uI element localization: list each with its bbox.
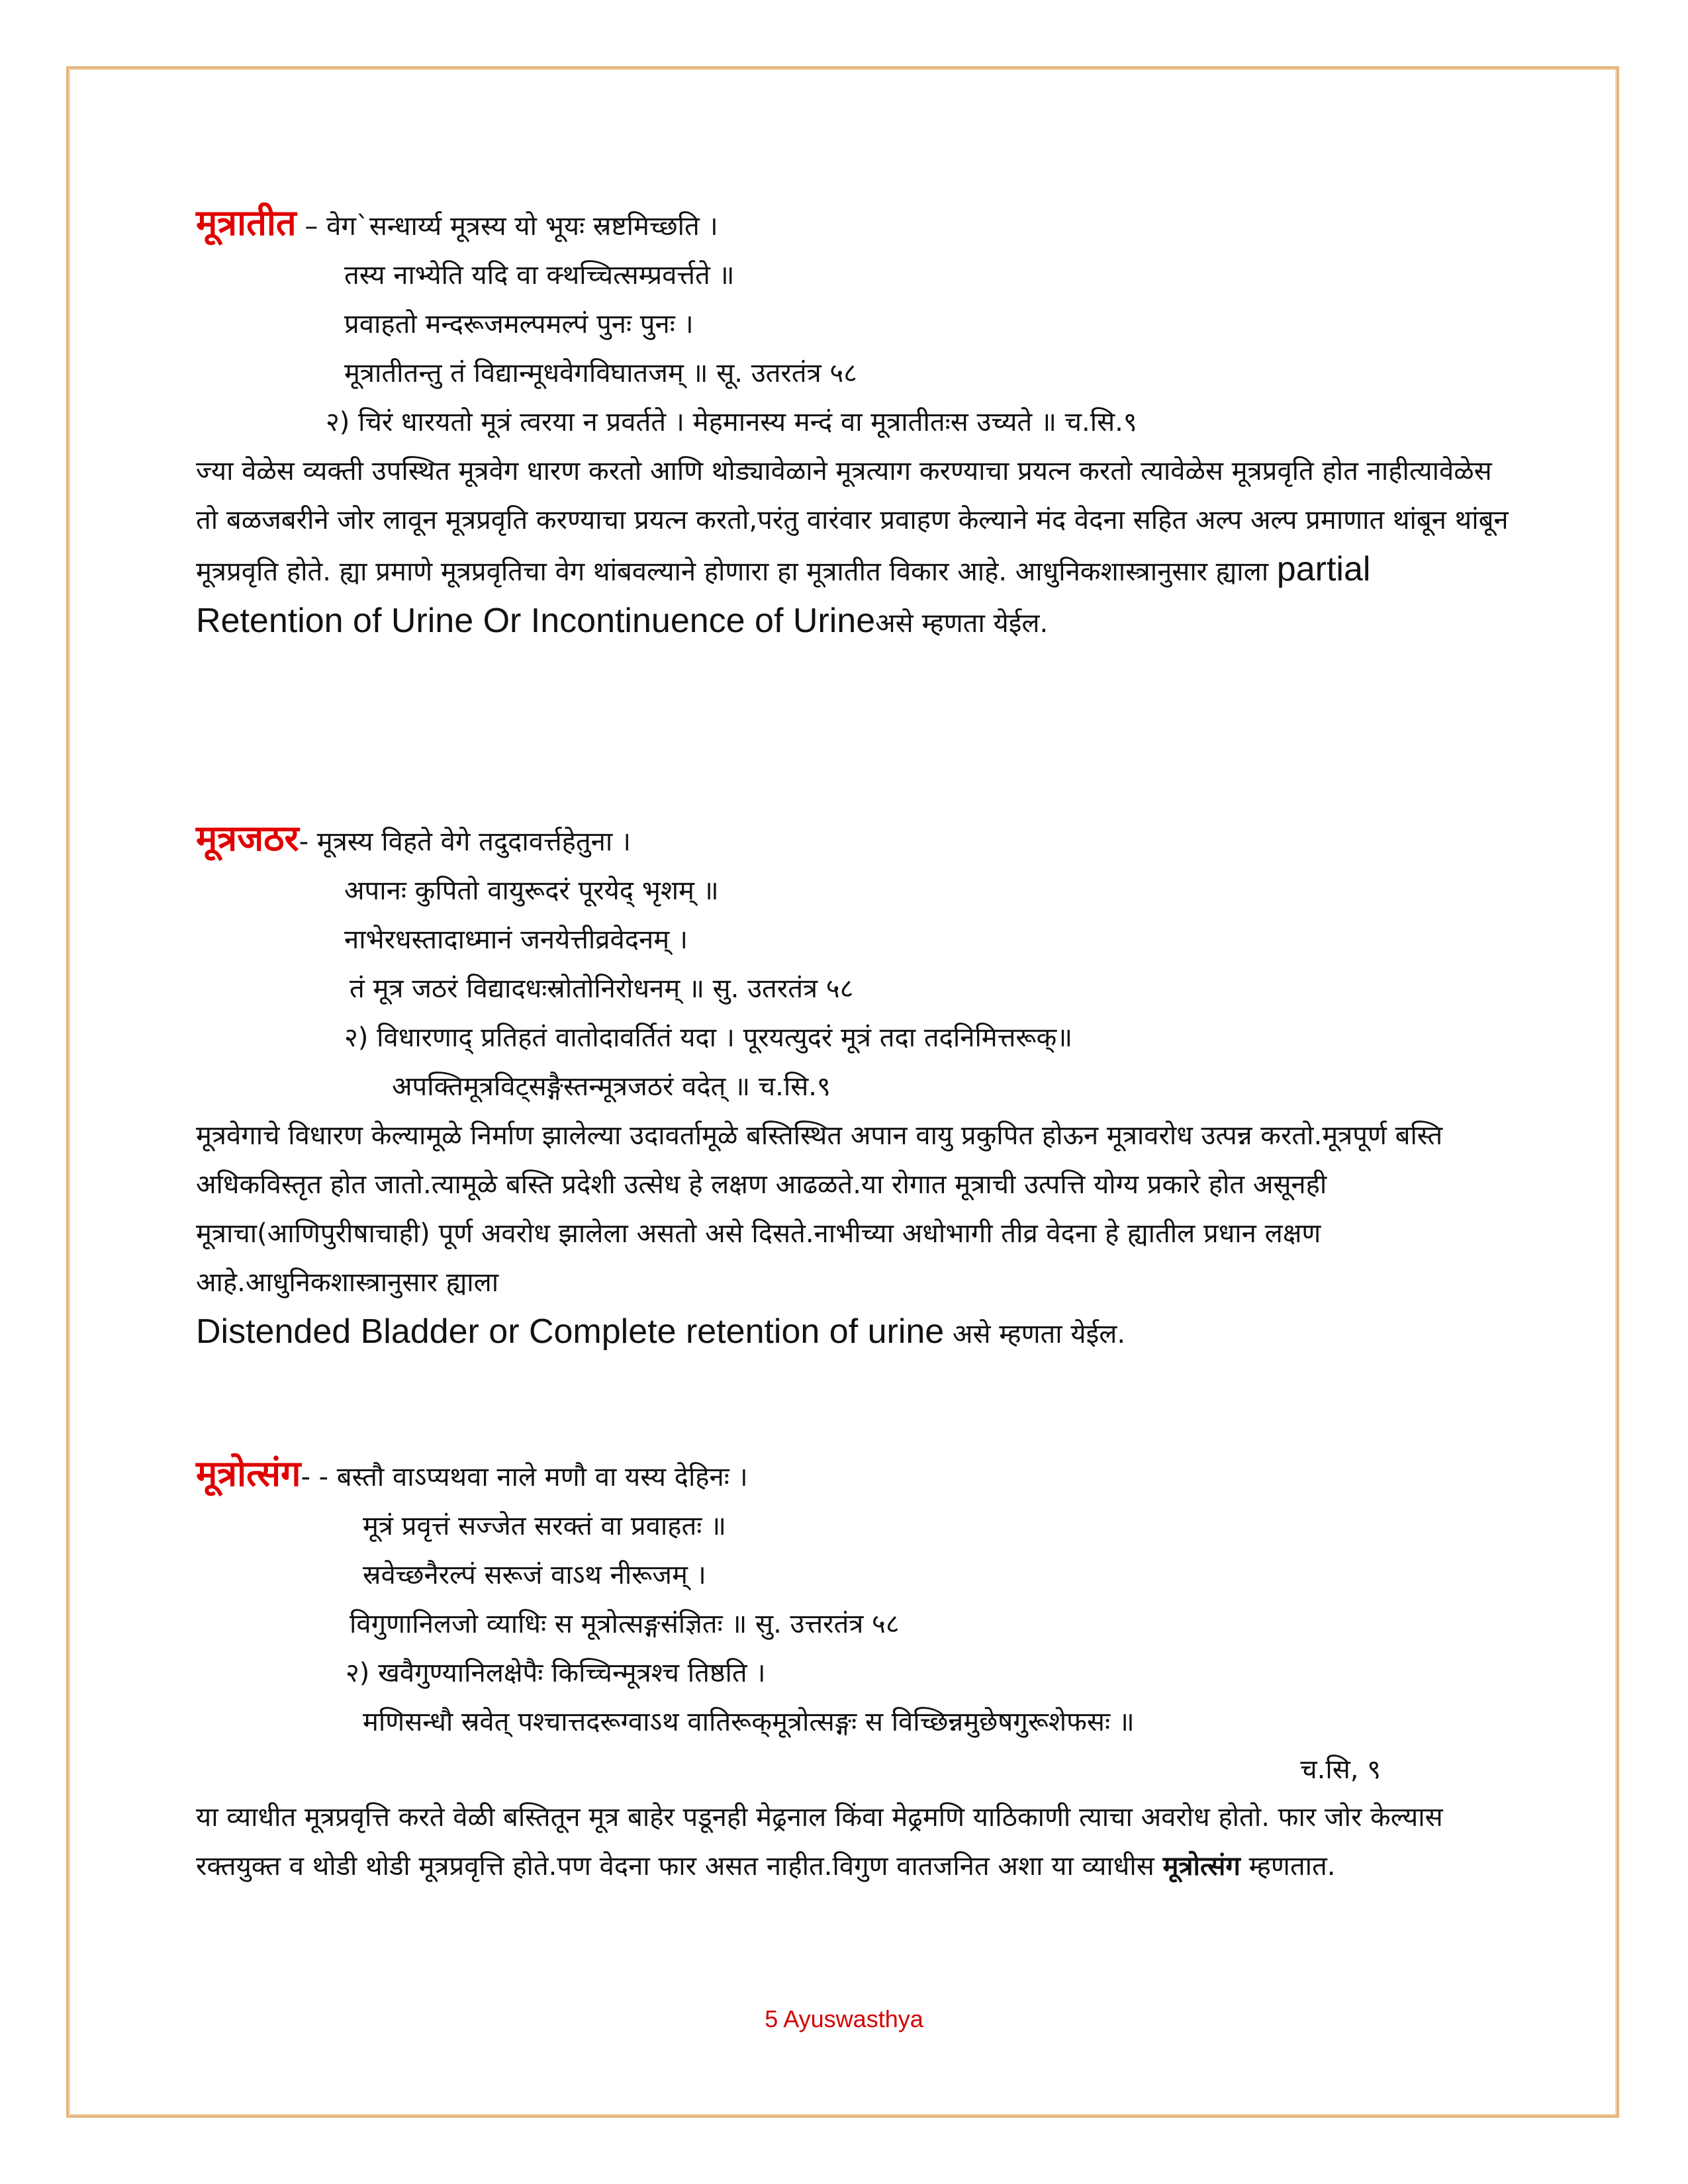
- verse-line: तं मूत्र जठरं विद्यादधःस्रोतोनिरोधनम् ॥ सु. उतरतंत्र ५८: [350, 974, 854, 1004]
- reference-label: च.सि, ९: [1300, 1754, 1381, 1785]
- paragraph-text: मूत्रवेगाचे विधारण केल्यामूळे निर्माण झालेल्या उदावर्तामूळे बस्तिस्थित अपान वायु प्रकुपित होऊन मूत्रावरोध उत्पन्न करतो.मूत्रपूर्ण बस्ति अधिकविस्तृत होत जातो.त्यामूळे बस्ति प्रदेशी उत्सेध हे लक्षण आढळते.या रोगात मूत्राची उत्पत्ति योग्य प्रकारे होत असूनही मूत्राचा(आणिपुरीषाचाही) पूर्ण अवरोध झालेला असतो असे दिसते.नाभीच्या अधोभागी तीव्र वेदना हे ह्यातील प्रधान लक्षण आहे.आधुनिकशास्त्रानुसार ह्याला: [196, 1120, 1443, 1298]
- verse-line: मणिसन्धौ स्रवेत् पश्चात्तदरूग्वाऽथ वातिरूक्‌मूत्रोत्सङ्गः स विच्छिन्नमुछेषगुरूशेफसः ॥: [363, 1707, 1135, 1737]
- verse-line: मूत्रं प्रवृत्तं सज्जेत सरक्तं वा प्रवाहतः ॥: [363, 1511, 727, 1541]
- section-paragraph: [196, 1111, 1513, 1359]
- bold-term: मूत्रोत्संग: [1162, 1851, 1241, 1882]
- verse-line: मूत्रातीतन्तु तं विद्यान्मूधवेगविघातजम् ॥ सू. उतरतंत्र ५८: [344, 358, 857, 388]
- verse-line: बस्तौ वाऽप्यथवा नाले मणौ वा यस्य देहिनः ।: [336, 1462, 748, 1492]
- english-term: partial Retention of Urine Or Incontinuence of Urine: [196, 550, 1371, 640]
- paragraph-text: ज्या वेळेस व्यक्ती उपस्थित मूत्रवेग धारण करतो आणि थोड्यावेळाने मूत्रत्याग करण्याचा प्रयत्न करतो त्यावेळेस मूत्रप्रवृति होत नाहीत्यावेळेस तो बळजबरीने जोर लावून मूत्रप्रवृति करण्याचा प्रयत्न करतो,परंतु वारंवार प्रवाहण केल्याने मंद वेदना सहित अल्प अल्प प्रमाणात थांबून थांबून मूत्रप्रवृति होते. ह्या प्रमाणे मूत्रप्रवृतिचा वेग थांबवल्याने होणारा हा मूत्रातीत विकार आहे. आधुनिकशास्त्रानुसार ह्याला: [196, 456, 1509, 587]
- section-mutrajathar: [196, 814, 1513, 1359]
- verse-line: स्रवेच्छनैरल्पं सरूजं वाऽथ नीरूजम् ।: [363, 1560, 706, 1590]
- section-paragraph: [196, 447, 1513, 648]
- paragraph-end: असे म्हणता येईल.: [875, 608, 1049, 639]
- section-heading: मूत्रातीत: [196, 202, 297, 244]
- section-heading: मूत्रोत्संग: [196, 1453, 301, 1494]
- english-term: Distended Bladder or Complete retention of urine: [196, 1312, 945, 1351]
- verse-line: अपानः कुपितो वायुरूदरं पूरयेद् भृशम् ॥: [344, 876, 719, 906]
- heading-separator: - -: [301, 1462, 337, 1492]
- section-heading: मूत्रजठर: [196, 817, 299, 859]
- verse-line: अपक्तिमूत्रविट्सङ्गैस्तन्मूत्रजठरं वदेत् ॥ च.सि.९: [392, 1071, 831, 1102]
- paragraph-end: असे म्हणता येईल.: [944, 1319, 1126, 1349]
- page-footer: 5 Ayuswasthya: [765, 2005, 923, 2032]
- verse-line: विगुणानिलजो व्याधिः स मूत्रोत्सङ्गसंज्ञितः ॥ सु. उत्तरतंत्र ५८: [350, 1609, 900, 1639]
- verse-line: तस्य नाभ्येति यदि वा क्थच्चित्सम्प्रवर्त्तते ॥: [344, 260, 735, 291]
- verse-line: प्रवाहतो मन्दरूजमल्पमल्पं पुनः पुनः ।: [344, 309, 694, 340]
- section-mutratit: [196, 199, 1513, 648]
- verse-line: २) चिरं धारयतो मूत्रं त्वरया न प्रवर्तते । मेहमानस्य मन्दं वा मूत्रातीतःस उच्यते ॥ च.सि.९: [326, 407, 1137, 437]
- verse-line: २) विधारणाद् प्रतिहतं वातोदावर्तितं यदा । पूरयत्युदरं मूत्रं तदा तदनिमित्तरूक्॥: [344, 1023, 1073, 1053]
- verse-line: २) खवैगुण्यानिलक्षेपैः किच्चिन्मूत्रश्च तिष्ठति ।: [346, 1658, 766, 1688]
- heading-separator: -: [299, 827, 317, 857]
- verse-line: मूत्रस्य विहते वेगे तदुदावर्त्तहेतुना ।: [316, 827, 632, 857]
- section-heading-line: [196, 814, 1513, 866]
- section-mutrotsang: [196, 1449, 1513, 1891]
- paragraph-end: म्हणतात.: [1240, 1851, 1336, 1882]
- verse-line: नाभेरधस्तादाध्मानं जनयेत्तीव्रवेदनम् ।: [344, 925, 688, 955]
- section-heading-line: [196, 1449, 1513, 1502]
- paragraph-text: या व्याधीत मूत्रप्रवृत्ति करते वेळी बस्तितून मूत्र बाहेर पडूनही मेढ्रनाल किंवा मेढ्रमणि याठिकाणी त्याचा अवरोध होतो. फार जोर केल्यास रक्तयुक्त व थोडी थोडी मूत्रप्रवृत्ति होते.पण वेदना फार असत नाहीत.विगुण वातजनित अशा या व्याधीस: [196, 1802, 1443, 1882]
- heading-separator: –: [296, 211, 327, 242]
- section-heading-line: [196, 199, 1513, 251]
- section-paragraph: [196, 1793, 1513, 1891]
- verse-line: वेग`सन्धार्य्य मूत्रस्य यो भूयः स्रष्टमिच्छति ।: [326, 211, 718, 242]
